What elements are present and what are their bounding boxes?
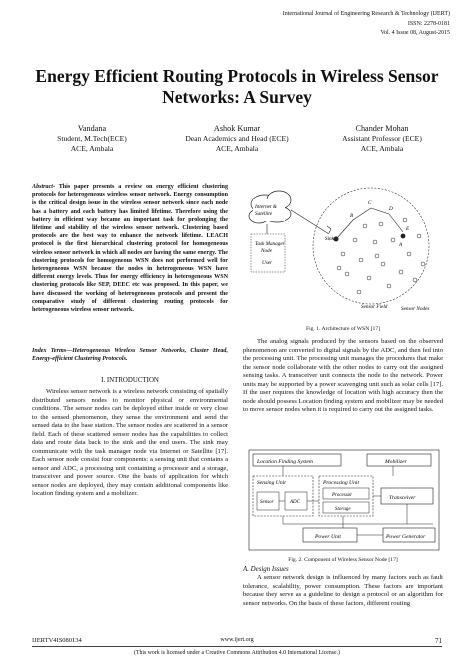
author-name: Vandana — [77, 124, 107, 133]
sensor-nodes — [337, 218, 425, 294]
journal-name: International Journal of Engineering Research & Technology (IJERT) — [282, 11, 450, 17]
node-label-d: D — [389, 206, 393, 212]
introduction-paragraph: Wireless sensor network is a wireless network consisting of spatially distributed sensors nodes to monitor physical or environmental conditions. The sensor nodes can be deployed either inside or very close to the sensed phenomenon, they sense the environment and send the sensed data to the base station. The sensor nodes are scattered in a sensor field. Each of these scattered sensor nodes has the capabilities to collect data and route data back to the sink and the end users. The sink may communicate with the task manager node via Internet or Satellite [17]. Each sensor node consist four components: a sensing unit that contains a sensor and ADC, a processing unit containing a processor and a storage, transceiver and power source. One the basis of application for which sensor nodes are deployed, they may contain additional components like location finding system and a mobilizer. — [32, 388, 228, 497]
author-role: Student, M.Tech(ECE) — [57, 134, 127, 143]
link-internet-sink — [291, 210, 329, 234]
abstract-lead: Abstract- — [32, 184, 56, 190]
paper-id: IJERTV4IS080134 — [32, 637, 82, 644]
design-issues-paragraph: A sensor network design is influenced by many factors such as fault tolerance, scalability, power consumption. These factors are important because they serve as a guideline to design a protocol or an algorithm for sensor networks. On the basis of these factors, different routing — [243, 574, 443, 607]
journal-volume: Vol. 4 Issue 08, August-2015 — [380, 30, 450, 36]
journal-header — [190, 10, 450, 39]
page-number: 71 — [435, 637, 442, 645]
node-label-c: C — [368, 200, 372, 206]
author-block-1 — [32, 124, 152, 154]
label-internet: Internet & — [255, 204, 277, 210]
author-name: Chander Mohan — [355, 124, 409, 133]
source-node-a — [401, 234, 406, 239]
paper-title: Energy Efficient Routing Protocols in Wireless Sensor Networks: A Survey — [35, 66, 439, 107]
label-sensor-nodes: Sensor Nodes — [401, 306, 430, 312]
figure-sensor-node-components — [243, 446, 443, 554]
section-heading-introduction: I. INTRODUCTION — [101, 377, 159, 384]
label-sink: Sink — [325, 236, 334, 242]
label-power-unit: Power Unit — [315, 534, 341, 540]
label-node: Node — [261, 248, 272, 254]
author-role: Dean Academics and Head (ECE) — [185, 134, 289, 143]
node-label-e: E — [406, 226, 410, 232]
label-task-manager: Task Manager — [255, 241, 285, 247]
license-notice: (This work is licensed under a Creative Commons Attribution 4.0 International License.) — [134, 650, 340, 656]
label-adc: ADC — [290, 500, 300, 505]
label-storage: Storage — [335, 507, 351, 512]
label-location-finding: Location Finding System — [257, 459, 313, 465]
index-terms: Index Terms—Heterogeneous Wireless Sensor Networks, Cluster Head, Energy-efficient Clustering Protocols. — [32, 348, 228, 363]
label-mobilizer: Mobilizer — [385, 459, 407, 465]
label-sensing-unit: Sensing Unit — [257, 480, 286, 486]
label-sensor: Sensor — [260, 500, 274, 505]
author-block-2 — [177, 124, 297, 154]
body-paragraph-analog-signals: The analog signals produced by the sensors based on the observed phenomenon are converted to digital signals by the ADC, and then fed into the processing unit. The processing unit manages the procedures that make the sensor node collaborate with the other nodes to carry out the assigned sensing tasks. A transceiver unit connects the node to the network. Power units may be supported by a power scavenging unit such as solar cells [17]. If the user requires the knowledge of location with high accuracy then the node should possess Location finding system and mobilizer may be needed to move sensor nodes when it is required to carry out the assigned tasks. — [243, 338, 443, 413]
author-affiliation: ACE, Ambala — [70, 144, 114, 153]
label-processor: Processor — [332, 493, 353, 498]
label-power-generator: Power Generator — [386, 534, 426, 540]
label-transceiver: Transceiver — [389, 495, 416, 501]
author-affiliation: ACE, Ambala — [360, 144, 404, 153]
figure-1-caption: Fig. 1. Architecture of WSN [17] — [306, 326, 380, 332]
abstract-text: This paper presents a review on energy efficient clustering protocols for heterogeneous wireless sensor network. Energy consumption is the critical design issue in the wireless sensor network since each node has a battery and each battery has limited lifetime. Therefore using the battery in efficient way became an important task for prolonging the lifetime and stability of the wireless sensor network. Clustering based protocols are the best way to enhance the network lifetime. LEACH protocol is the first hierarchical clustering protocol for homogeneous wireless sensor network in which all nodes are having the same energy. The clustering protocols for homogeneous WSN does not performed well for heterogeneous WSN because the nodes in heterogeneous WSN have different energy levels. Thus for energy efficiency in heterogeneous WSN clustering protocols like SEP, DEEC etc was proposed. In this paper, we have discussed the working of heterogeneous protocols and present the comparative study of different clustering routing protocols for heterogeneous wireless sensor network. — [32, 184, 228, 314]
label-sensor-field: Sensor Field — [361, 304, 388, 310]
author-block-3 — [322, 124, 442, 154]
author-name: Ashok Kumar — [213, 124, 261, 133]
label-satellite: Satellite — [255, 211, 272, 217]
label-user: User — [262, 260, 273, 266]
figure-2-caption: Fig. 2. Component of Wireless Sensor Node [17] — [288, 557, 398, 563]
journal-issn: ISSN: 2278-0181 — [407, 20, 450, 27]
node-label-a: A — [399, 242, 403, 248]
sink-node — [334, 237, 339, 242]
node-label-b: B — [350, 213, 354, 219]
author-role: Assistant Professor (ECE) — [342, 134, 422, 143]
routing-path — [337, 208, 403, 238]
journal-website-link[interactable]: www.ijert.org — [220, 637, 254, 643]
abstract — [32, 183, 228, 314]
label-processing-unit: Processing Unit — [323, 480, 359, 486]
figure-wsn-architecture — [243, 180, 443, 322]
author-affiliation: ACE, Ambala — [215, 144, 259, 153]
section-heading-design-issues: A. Design Issues — [243, 566, 289, 573]
footer-divider — [32, 646, 442, 647]
